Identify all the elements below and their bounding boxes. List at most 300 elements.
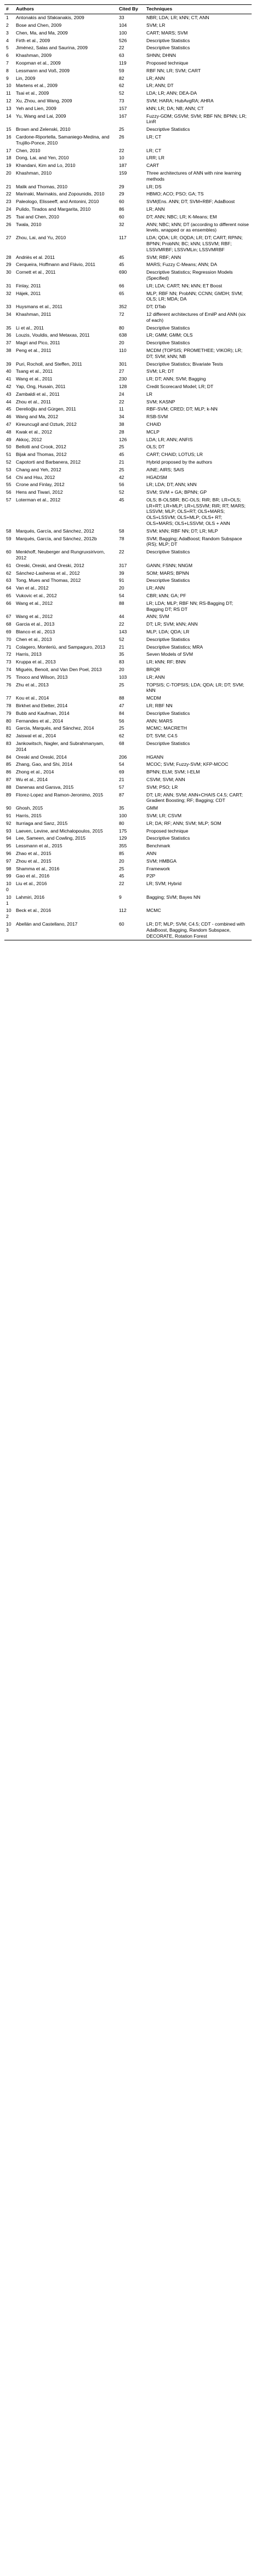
row-cited-by: 100 bbox=[119, 30, 127, 36]
row-cited-by: 85 bbox=[119, 850, 124, 856]
row-authors: Bijak and Thomas, 2012 bbox=[16, 452, 67, 458]
row-techniques: LR; GMM; GMM; OLS bbox=[146, 332, 193, 338]
row-techniques: LR; RBF NN bbox=[146, 703, 173, 708]
row-number: 31 bbox=[6, 282, 12, 288]
row-authors: Yu, Wang and Lai, 2009 bbox=[16, 113, 66, 119]
row-authors: Tinoco and Wilson, 2013 bbox=[16, 674, 68, 680]
row-number: 97 bbox=[6, 858, 12, 864]
row-cited-by: 230 bbox=[119, 376, 127, 382]
row-number: 56 bbox=[6, 489, 12, 495]
row-authors: Martens et al., 2009 bbox=[16, 83, 58, 89]
row-techniques: Descriptive Statistics bbox=[146, 636, 190, 642]
row-cited-by: 88 bbox=[119, 600, 124, 606]
row-authors: Miguéis, Benoit, and Van Den Poel, 2013 bbox=[16, 667, 102, 673]
row-cited-by: 60 bbox=[119, 199, 124, 205]
row-techniques: 12 different architectures of EmilP and ANN (six of each) bbox=[146, 311, 246, 323]
row-authors: Crone and Finlay, 2012 bbox=[16, 482, 65, 488]
table-row bbox=[4, 346, 252, 360]
row-techniques: MARS; Fuzzy C-Means; ANN; DA bbox=[146, 262, 217, 268]
table-row bbox=[4, 812, 252, 819]
table-row bbox=[4, 303, 252, 311]
row-number: 12 bbox=[6, 98, 12, 104]
table-row bbox=[4, 873, 252, 880]
row-techniques: LRR; LR bbox=[146, 155, 164, 161]
row-techniques: SVM(Ens. ANN; DT; SVM+RBF; AdaBoost bbox=[146, 199, 235, 205]
row-number: 72 bbox=[6, 651, 12, 657]
row-authors: Oreski, Oreski, and Oreski, 2012 bbox=[16, 562, 84, 568]
row-number: 74 bbox=[6, 667, 12, 673]
row-cited-by: 22 bbox=[119, 398, 124, 405]
table-row bbox=[4, 206, 252, 213]
row-number: 90 bbox=[6, 805, 12, 811]
literature-table bbox=[4, 4, 252, 940]
row-cited-by: 86 bbox=[119, 206, 124, 212]
row-authors: Cornett et al., 2011 bbox=[16, 269, 56, 275]
row-techniques: SHNN; DHNN bbox=[146, 53, 176, 59]
table-row bbox=[4, 819, 252, 827]
row-cited-by: 57 bbox=[119, 784, 124, 790]
table-row bbox=[4, 105, 252, 112]
row-number: 9 bbox=[6, 75, 9, 81]
row-techniques: ANN; MARS bbox=[146, 718, 173, 724]
row-number: 13 bbox=[6, 105, 12, 111]
row-authors: Harris, 2013 bbox=[16, 651, 42, 657]
row-number: 37 bbox=[6, 340, 12, 346]
row-number: 58 bbox=[6, 528, 12, 534]
row-techniques: LR; CT bbox=[146, 134, 162, 140]
row-cited-by: 45 bbox=[119, 262, 124, 268]
table-row bbox=[4, 628, 252, 636]
row-number: 26 bbox=[6, 221, 12, 227]
row-techniques: GANN; FSNN; NNGM bbox=[146, 562, 193, 568]
table-row bbox=[4, 282, 252, 290]
row-number: 21 bbox=[6, 183, 12, 189]
row-authors: Khashman, 2010 bbox=[16, 170, 52, 176]
row-number: 89 bbox=[6, 792, 12, 798]
row-number: 1 bbox=[6, 15, 9, 21]
row-cited-by: 25 bbox=[119, 444, 124, 450]
row-authors: Zhang, Gao, and Shi, 2014 bbox=[16, 761, 73, 767]
row-cited-by: 110 bbox=[119, 347, 127, 353]
row-number: 3 bbox=[6, 30, 9, 36]
table-row bbox=[4, 709, 252, 717]
row-number: 99 bbox=[6, 873, 12, 879]
row-techniques: Descriptive Statistics bbox=[146, 710, 190, 716]
row-number: 49 bbox=[6, 436, 12, 442]
row-authors: Malik and Thomas, 2010 bbox=[16, 183, 67, 189]
row-cited-by: 103 bbox=[119, 674, 127, 680]
table-row bbox=[4, 234, 252, 253]
row-number: 39 bbox=[6, 361, 12, 367]
row-authors: Zhou, Lai, and Yu, 2010 bbox=[16, 235, 66, 241]
table-row bbox=[4, 213, 252, 221]
table-row bbox=[4, 451, 252, 459]
row-cited-by: 157 bbox=[119, 105, 127, 111]
row-cited-by: 29 bbox=[119, 191, 124, 197]
row-cited-by: 34 bbox=[119, 414, 124, 420]
row-number: 57 bbox=[6, 496, 12, 503]
row-cited-by: 39 bbox=[119, 570, 124, 576]
row-techniques: TOPSIS; C-TOPSIS; LDA; QDA; LR; DT; SVM; kNN bbox=[146, 681, 244, 694]
table-row bbox=[4, 466, 252, 473]
row-cited-by: 25 bbox=[119, 126, 124, 132]
row-techniques: Descriptive Statistics bbox=[146, 325, 190, 331]
row-authors: Firth et al., 2009 bbox=[16, 37, 50, 43]
table-row bbox=[4, 769, 252, 776]
row-authors: Derelioğlu and Gürgen, 2011 bbox=[16, 406, 76, 412]
table-row bbox=[4, 170, 252, 183]
row-number: 60 bbox=[6, 549, 12, 555]
row-techniques: Proposed technique bbox=[146, 828, 189, 834]
row-number: 53 bbox=[6, 466, 12, 472]
table-row bbox=[4, 97, 252, 105]
row-techniques: Fuzzy-GDM; GSVM; SVM; RBF NN; BPNN; LR; LinR bbox=[146, 113, 247, 125]
row-techniques: HBMO; ACO; PSO; GA; TS bbox=[146, 191, 204, 197]
table-row bbox=[4, 261, 252, 269]
table-row bbox=[4, 850, 252, 857]
row-authors: Danenas and Garsva, 2015 bbox=[16, 784, 74, 790]
row-techniques: NBR; LDA; LR; kNN; CT; ANN bbox=[146, 15, 209, 21]
row-cited-by: 143 bbox=[119, 629, 127, 635]
row-number: 6 bbox=[6, 53, 9, 59]
table-row bbox=[4, 776, 252, 783]
row-number: 52 bbox=[6, 459, 12, 465]
row-number: 4 bbox=[6, 37, 9, 43]
row-number: 67 bbox=[6, 614, 12, 620]
row-techniques: SVM; HARA; HubAvgRA; AHRA bbox=[146, 98, 214, 104]
row-number: 75 bbox=[6, 674, 12, 680]
table-row bbox=[4, 60, 252, 67]
row-cited-by: 84 bbox=[119, 710, 124, 716]
row-authors: Zambaldi et al., 2011 bbox=[16, 391, 60, 397]
row-techniques: RBF NN; LR; SVM; CART bbox=[146, 67, 201, 73]
row-authors: Menkhoff, Neuberger and Rungruxsirivorn, 2012 bbox=[16, 549, 105, 561]
row-techniques: SVM; LR; DT bbox=[146, 368, 174, 374]
row-number: 5 bbox=[6, 45, 9, 51]
row-techniques: Descriptive Statistics bbox=[146, 126, 190, 132]
row-techniques: MCDM (TOPSIS; PROMETHEE; VIKOR); LR; DT; SVM; kNN; NB bbox=[146, 347, 243, 359]
row-number: 14 bbox=[6, 113, 12, 119]
row-number: 62 bbox=[6, 570, 12, 576]
row-authors: Huysmans et al., 2011 bbox=[16, 304, 62, 310]
row-techniques: MCMC bbox=[146, 908, 161, 914]
row-techniques: Credit Scorecard Model; LR; DT bbox=[146, 383, 214, 389]
table-row bbox=[4, 548, 252, 562]
row-authors: Yeh and Lien, 2009 bbox=[16, 105, 56, 111]
row-authors: Bellotti and Crook, 2012 bbox=[16, 444, 66, 450]
row-cited-by: 68 bbox=[119, 740, 124, 746]
table-row bbox=[4, 681, 252, 695]
row-number: 85 bbox=[6, 761, 12, 767]
table-row bbox=[4, 636, 252, 643]
row-cited-by: 35 bbox=[119, 651, 124, 657]
row-number: 23 bbox=[6, 199, 12, 205]
row-techniques: LR; DS bbox=[146, 183, 162, 189]
table-row bbox=[4, 907, 252, 921]
row-number: 91 bbox=[6, 812, 12, 818]
table-row bbox=[4, 37, 252, 44]
row-authors: Jaiswal et al., 2014 bbox=[16, 733, 56, 739]
row-number: 45 bbox=[6, 406, 12, 412]
table-row bbox=[4, 126, 252, 134]
row-techniques: Descriptive Statistics bbox=[146, 340, 190, 346]
row-number: 102 bbox=[6, 908, 12, 920]
row-number: 33 bbox=[6, 304, 12, 310]
row-techniques: CART bbox=[146, 163, 160, 169]
row-cited-by: 65 bbox=[119, 290, 124, 296]
row-number: 77 bbox=[6, 695, 12, 701]
row-number: 66 bbox=[6, 600, 12, 606]
row-techniques: LR; LDA; DT; ANN; kNN bbox=[146, 482, 197, 488]
row-authors: Dong, Lai, and Yen, 2010 bbox=[16, 155, 69, 161]
row-number: 41 bbox=[6, 376, 12, 382]
table-row bbox=[4, 577, 252, 585]
row-techniques: LR; LDA; MLP; RBF NN; RS-Bagging DT; Bagging DT; RS DT bbox=[146, 600, 234, 612]
table-row bbox=[4, 527, 252, 535]
row-cited-by: 63 bbox=[119, 53, 124, 59]
row-number: 101 bbox=[6, 894, 12, 906]
row-number: 35 bbox=[6, 325, 12, 331]
table-row bbox=[4, 717, 252, 725]
row-number: 11 bbox=[6, 90, 11, 96]
row-authors: Twala, 2010 bbox=[16, 221, 42, 227]
row-cited-by: 62 bbox=[119, 83, 124, 89]
row-cited-by: 21 bbox=[119, 644, 124, 650]
row-number: 40 bbox=[6, 368, 12, 374]
row-cited-by: 52 bbox=[119, 636, 124, 642]
row-techniques: SVM; PSO; LR bbox=[146, 784, 178, 790]
row-authors: Kruppa et al., 2013 bbox=[16, 659, 56, 665]
row-authors: Zhou et al., 2011 bbox=[16, 398, 51, 405]
row-number: 61 bbox=[6, 562, 12, 568]
table-row bbox=[4, 695, 252, 702]
row-cited-by: 20 bbox=[119, 585, 124, 591]
table-row bbox=[4, 428, 252, 436]
row-authors: Garcia, Marqués, and Sánchez, 2014 bbox=[16, 725, 94, 731]
row-authors: Zhong et al., 2014 bbox=[16, 769, 54, 775]
row-authors: Li et al., 2011 bbox=[16, 325, 44, 331]
table-row bbox=[4, 14, 252, 21]
row-techniques: DT; LR; ANN; SVM; ANN+CHAIS C4.5; CART; Gradient Boosting; RF; Bagging; CDT bbox=[146, 792, 243, 804]
row-cited-by: 175 bbox=[119, 828, 127, 834]
row-number: 25 bbox=[6, 213, 12, 220]
row-cited-by: 128 bbox=[119, 383, 127, 389]
row-techniques: Descriptive Statistics; Bivariate Tests bbox=[146, 361, 223, 367]
row-techniques: Proposed technique bbox=[146, 60, 189, 66]
row-authors: Lin, 2009 bbox=[16, 75, 36, 81]
row-techniques: LR; ANN bbox=[146, 206, 165, 212]
row-number: 78 bbox=[6, 703, 12, 708]
row-number: 98 bbox=[6, 865, 12, 871]
row-cited-by: 32 bbox=[119, 221, 124, 227]
table-row bbox=[4, 643, 252, 651]
row-authors: Puri, Rocholl, and Steffen, 2011 bbox=[16, 361, 82, 367]
row-techniques: ANN bbox=[146, 850, 157, 856]
header-num: # bbox=[4, 5, 14, 14]
row-cited-by: 44 bbox=[119, 614, 124, 620]
row-number: 46 bbox=[6, 414, 12, 420]
row-techniques: LR; ANN bbox=[146, 674, 165, 680]
row-number: 22 bbox=[6, 191, 12, 197]
row-authors: Louzis, Vouldis, and Metaxas, 2011 bbox=[16, 332, 90, 338]
row-authors: Kireuncugil and Ozturk, 2012 bbox=[16, 421, 77, 427]
row-techniques: SVM; KASNP bbox=[146, 398, 175, 405]
row-authors: Wu et al., 2014 bbox=[16, 776, 48, 782]
table-row bbox=[4, 865, 252, 873]
row-techniques: Descriptive Statistics bbox=[146, 577, 190, 584]
header-cited-by: Cited By bbox=[117, 5, 145, 14]
row-techniques: CSVM; SVM; ANN bbox=[146, 776, 185, 782]
row-authors: Chang and Yeh, 2012 bbox=[16, 466, 61, 472]
row-techniques: RSB-SVM bbox=[146, 414, 168, 420]
row-number: 17 bbox=[6, 147, 12, 153]
row-techniques: LR bbox=[146, 391, 152, 397]
row-authors: Xu, Zhou, and Wang, 2009 bbox=[16, 98, 72, 104]
table-row bbox=[4, 592, 252, 600]
row-cited-by: 11 bbox=[119, 406, 124, 412]
row-number: 2 bbox=[6, 22, 9, 28]
row-authors: Cerqueira, Hoffmann and Flávio, 2011 bbox=[16, 262, 95, 268]
row-authors: Finlay, 2011 bbox=[16, 282, 41, 288]
row-authors: Andriès et al. 2011 bbox=[16, 254, 55, 260]
row-number: 8 bbox=[6, 67, 9, 73]
row-techniques: Descriptive Statistics bbox=[146, 740, 190, 746]
row-techniques: HGADSM bbox=[146, 474, 167, 480]
table-row bbox=[4, 880, 252, 894]
row-number: 63 bbox=[6, 577, 12, 584]
row-number: 76 bbox=[6, 681, 12, 688]
row-techniques: LDA; LR; ANN; ANFIS bbox=[146, 436, 193, 442]
row-techniques: Seven Models of SVM bbox=[146, 651, 194, 657]
table-row bbox=[4, 398, 252, 406]
row-authors: Lahmiri, 2016 bbox=[16, 894, 45, 900]
row-authors: Loterman et al., 2012 bbox=[16, 496, 61, 503]
table-row bbox=[4, 621, 252, 628]
row-cited-by: 104 bbox=[119, 22, 127, 28]
table-row bbox=[4, 112, 252, 126]
row-cited-by: 26 bbox=[119, 134, 124, 140]
row-number: 73 bbox=[6, 659, 12, 665]
table-row bbox=[4, 659, 252, 666]
table-row bbox=[4, 893, 252, 907]
row-techniques: MLP; RBF NN; ProbNN; CCNN; GMDH; SVM; OLS; LR; MDA; DA bbox=[146, 290, 243, 302]
row-techniques: SVM; kNN; RBF NN; DT; LR; MLP bbox=[146, 528, 218, 534]
table-row bbox=[4, 376, 252, 383]
row-cited-by: 20 bbox=[119, 340, 124, 346]
table-row bbox=[4, 290, 252, 303]
row-number: 92 bbox=[6, 820, 12, 826]
row-authors: Brown and Zelenski, 2010 bbox=[16, 126, 71, 132]
row-techniques: Framework bbox=[146, 865, 170, 871]
row-authors: Tong, Mues and Thomas, 2012 bbox=[16, 577, 81, 584]
table-row bbox=[4, 835, 252, 842]
row-number: 81 bbox=[6, 725, 12, 731]
table-row bbox=[4, 740, 252, 753]
row-cited-by: 60 bbox=[119, 213, 124, 220]
row-cited-by: 22 bbox=[119, 881, 124, 887]
row-cited-by: 317 bbox=[119, 562, 127, 568]
row-authors: Chen, 2010 bbox=[16, 147, 41, 153]
table-row bbox=[4, 791, 252, 805]
row-cited-by: 69 bbox=[119, 769, 124, 775]
row-authors: Jankowitsch, Nagler, and Subrahmanyam, 2014 bbox=[16, 740, 104, 752]
table-row bbox=[4, 310, 252, 324]
row-cited-by: 25 bbox=[119, 466, 124, 472]
row-techniques: CBR; kNN; GA; PF bbox=[146, 593, 186, 599]
row-authors: Gao et al., 2016 bbox=[16, 873, 50, 879]
row-cited-by: 301 bbox=[119, 361, 127, 367]
table-row bbox=[4, 52, 252, 60]
row-authors: Khashman, 2009 bbox=[16, 53, 52, 59]
table-row bbox=[4, 67, 252, 74]
row-number: 87 bbox=[6, 776, 12, 782]
row-authors: Lee, Sameen, and Cowling, 2015 bbox=[16, 835, 86, 841]
row-techniques: LR; ANN bbox=[146, 75, 165, 81]
row-techniques: ANN; SVM bbox=[146, 614, 169, 620]
row-cited-by: 73 bbox=[119, 98, 124, 104]
row-authors: Tsang et al., 2011 bbox=[16, 368, 53, 374]
row-cited-by: 29 bbox=[119, 183, 124, 189]
row-number: 88 bbox=[6, 784, 12, 790]
row-techniques: Descriptive Statistics; MRA bbox=[146, 644, 203, 650]
row-cited-by: 45 bbox=[119, 254, 124, 260]
table-header bbox=[4, 5, 252, 14]
row-cited-by: 119 bbox=[119, 60, 127, 66]
row-authors: Vukovic et al., 2012 bbox=[16, 593, 57, 599]
row-number: 95 bbox=[6, 843, 12, 849]
row-cited-by: 38 bbox=[119, 421, 124, 427]
row-number: 18 bbox=[6, 155, 12, 161]
row-number: 42 bbox=[6, 383, 12, 389]
row-authors: Marqués, García, and Sánchez, 2012 bbox=[16, 528, 94, 534]
row-cited-by: 82 bbox=[119, 75, 124, 81]
row-cited-by: 59 bbox=[119, 67, 124, 73]
row-authors: Kwak et al., 2012 bbox=[16, 429, 52, 435]
row-techniques: GMM bbox=[146, 805, 158, 811]
row-number: 59 bbox=[6, 535, 12, 541]
row-authors: Cardone-Riportella, Samaniego-Medina, and Trujillo-Ponce, 2010 bbox=[16, 134, 110, 146]
row-authors: Akkoç, 2012 bbox=[16, 436, 42, 442]
row-number: 103 bbox=[4, 920, 14, 940]
row-number: 28 bbox=[6, 254, 12, 260]
row-number: 20 bbox=[6, 170, 12, 176]
row-number: 100 bbox=[6, 881, 12, 892]
header-techniques: Techniques bbox=[145, 5, 252, 14]
table-row bbox=[4, 390, 252, 398]
row-authors: Blanco et al., 2013 bbox=[16, 629, 55, 635]
row-techniques: HGANN bbox=[146, 754, 164, 760]
table-body bbox=[4, 14, 252, 940]
row-techniques: MCLP bbox=[146, 429, 160, 435]
row-techniques: LR; CT bbox=[146, 147, 162, 153]
row-techniques: LR; DT; ANN; SVM; Bagging bbox=[146, 376, 206, 382]
row-techniques: DT; ANN; NBC; LR; K-Means; EM bbox=[146, 213, 217, 220]
row-cited-by: 56 bbox=[119, 482, 124, 488]
row-cited-by: 66 bbox=[119, 282, 124, 288]
row-techniques: LR; SVM; Hybrid bbox=[146, 881, 181, 887]
row-cited-by: 638 bbox=[119, 332, 127, 338]
row-authors: Marinaki, Marinakis, and Zopounidis, 2010 bbox=[16, 191, 105, 197]
row-number: 51 bbox=[6, 452, 12, 458]
row-techniques: SVM; LR bbox=[146, 22, 166, 28]
header-authors: Authors bbox=[14, 5, 117, 14]
row-cited-by: 22 bbox=[119, 621, 124, 627]
row-number: 7 bbox=[6, 60, 9, 66]
table-row bbox=[4, 368, 252, 376]
row-cited-by: 62 bbox=[119, 733, 124, 739]
row-techniques: Descriptive Statistics bbox=[146, 835, 190, 841]
table-row bbox=[4, 783, 252, 791]
